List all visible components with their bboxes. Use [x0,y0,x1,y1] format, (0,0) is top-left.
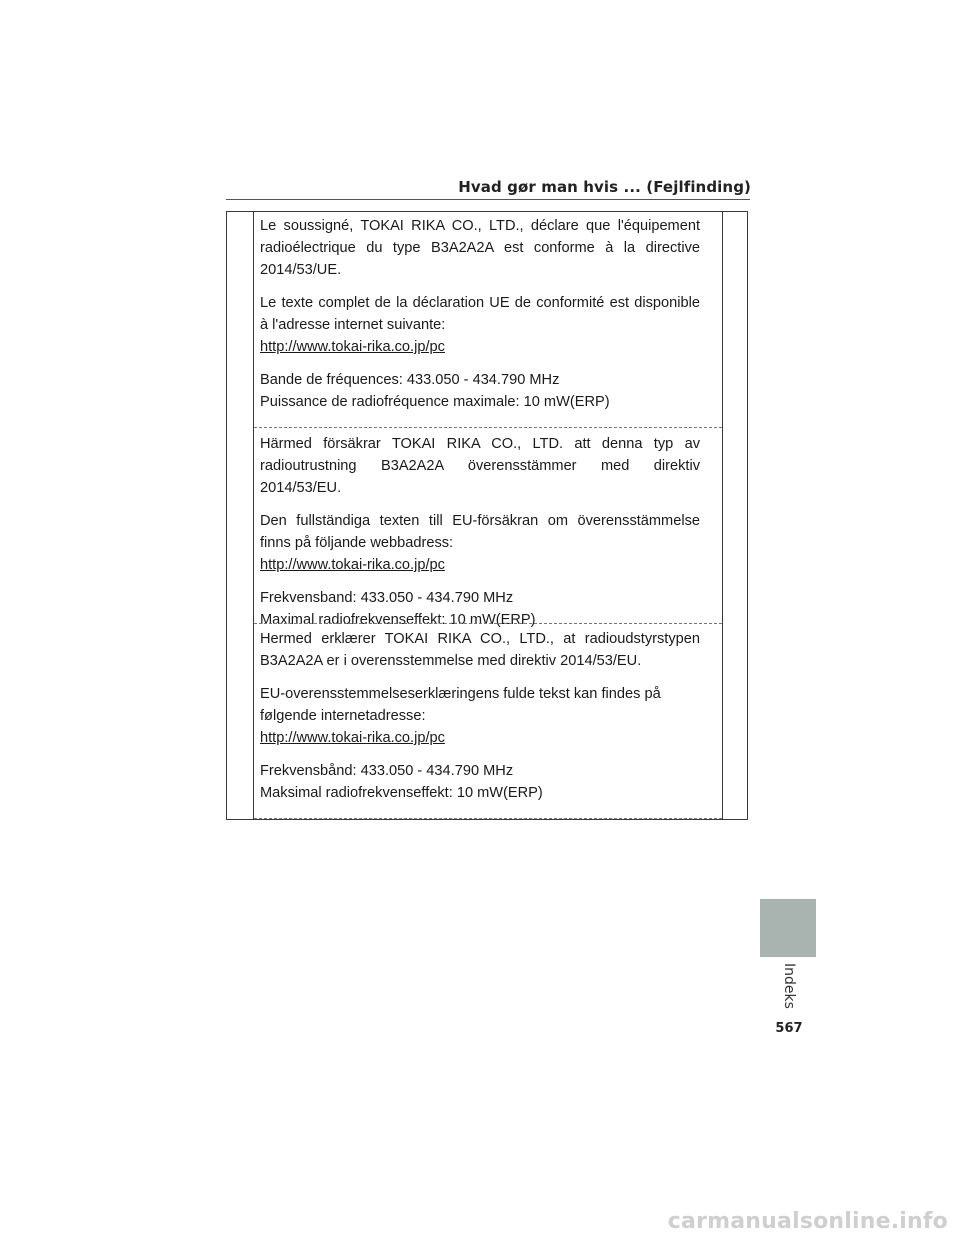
page-number: 567 [775,1021,803,1036]
declaration-statement: Hermed erklærer TOKAI RIKA CO., LTD., at radioudstyrstypen B3A2A2A er i overensstemmelse med direktiv 2014/53/EU. [260,631,700,669]
declaration-frequency: Frekvensband: 433.050 - 434.790 MHz [260,590,514,606]
watermark: carmanualsonline.info [667,1209,948,1234]
declaration-french [260,215,700,413]
declaration-url-link[interactable]: http://www.tokai-rika.co.jp/pc [260,339,445,355]
table-right-column-line [722,211,723,820]
declaration-full-text-line: EU-overensstemmelseserklæringens fulde tekst kan findes på [260,686,661,702]
declaration-power: Maksimal radiofrekvenseffekt: 10 mW(ERP) [260,785,543,801]
table-left-column-line [253,211,254,820]
declaration-swedish [260,433,700,631]
declaration-separator [254,623,722,624]
declaration-full-text-line: Le texte complet de la déclaration UE de conformité est disponible à l'adresse internet suivante: [260,295,700,333]
declaration-url-link[interactable]: http://www.tokai-rika.co.jp/pc [260,730,445,746]
declaration-full-text-line: følgende internetadresse: [260,708,426,724]
page-header-title: Hvad gør man hvis ... (Fejlfinding) [458,178,751,196]
declaration-statement: Le soussigné, TOKAI RIKA CO., LTD., déclare que l'équipement radioélectrique du type B3A2A2A est conforme à la directive 2014/53/UE. [260,218,700,278]
declaration-frequency: Frekvensbånd: 433.050 - 434.790 MHz [260,763,514,779]
index-side-label: Indeks [781,963,797,1009]
declaration-power: Maximal radiofrekvenseffekt: 10 mW(ERP) [260,612,536,628]
declaration-separator [254,427,722,428]
declaration-full-text-line: Den fullständiga texten till EU-försäkran om överensstämmelse finns på följande webbadress: [260,513,700,551]
declaration-power: Puissance de radiofréquence maximale: 10 mW(ERP) [260,394,610,410]
index-side-tab [760,899,816,957]
declaration-url-link[interactable]: http://www.tokai-rika.co.jp/pc [260,557,445,573]
declaration-danish [260,628,700,804]
declaration-frequency: Bande de fréquences: 433.050 - 434.790 MHz [260,372,560,388]
declaration-separator [254,818,722,819]
header-rule [226,199,750,200]
declaration-statement: Härmed försäkrar TOKAI RIKA CO., LTD. att denna typ av radioutrustning B3A2A2A överensstämmer med direktiv 2014/53/EU. [260,436,700,496]
